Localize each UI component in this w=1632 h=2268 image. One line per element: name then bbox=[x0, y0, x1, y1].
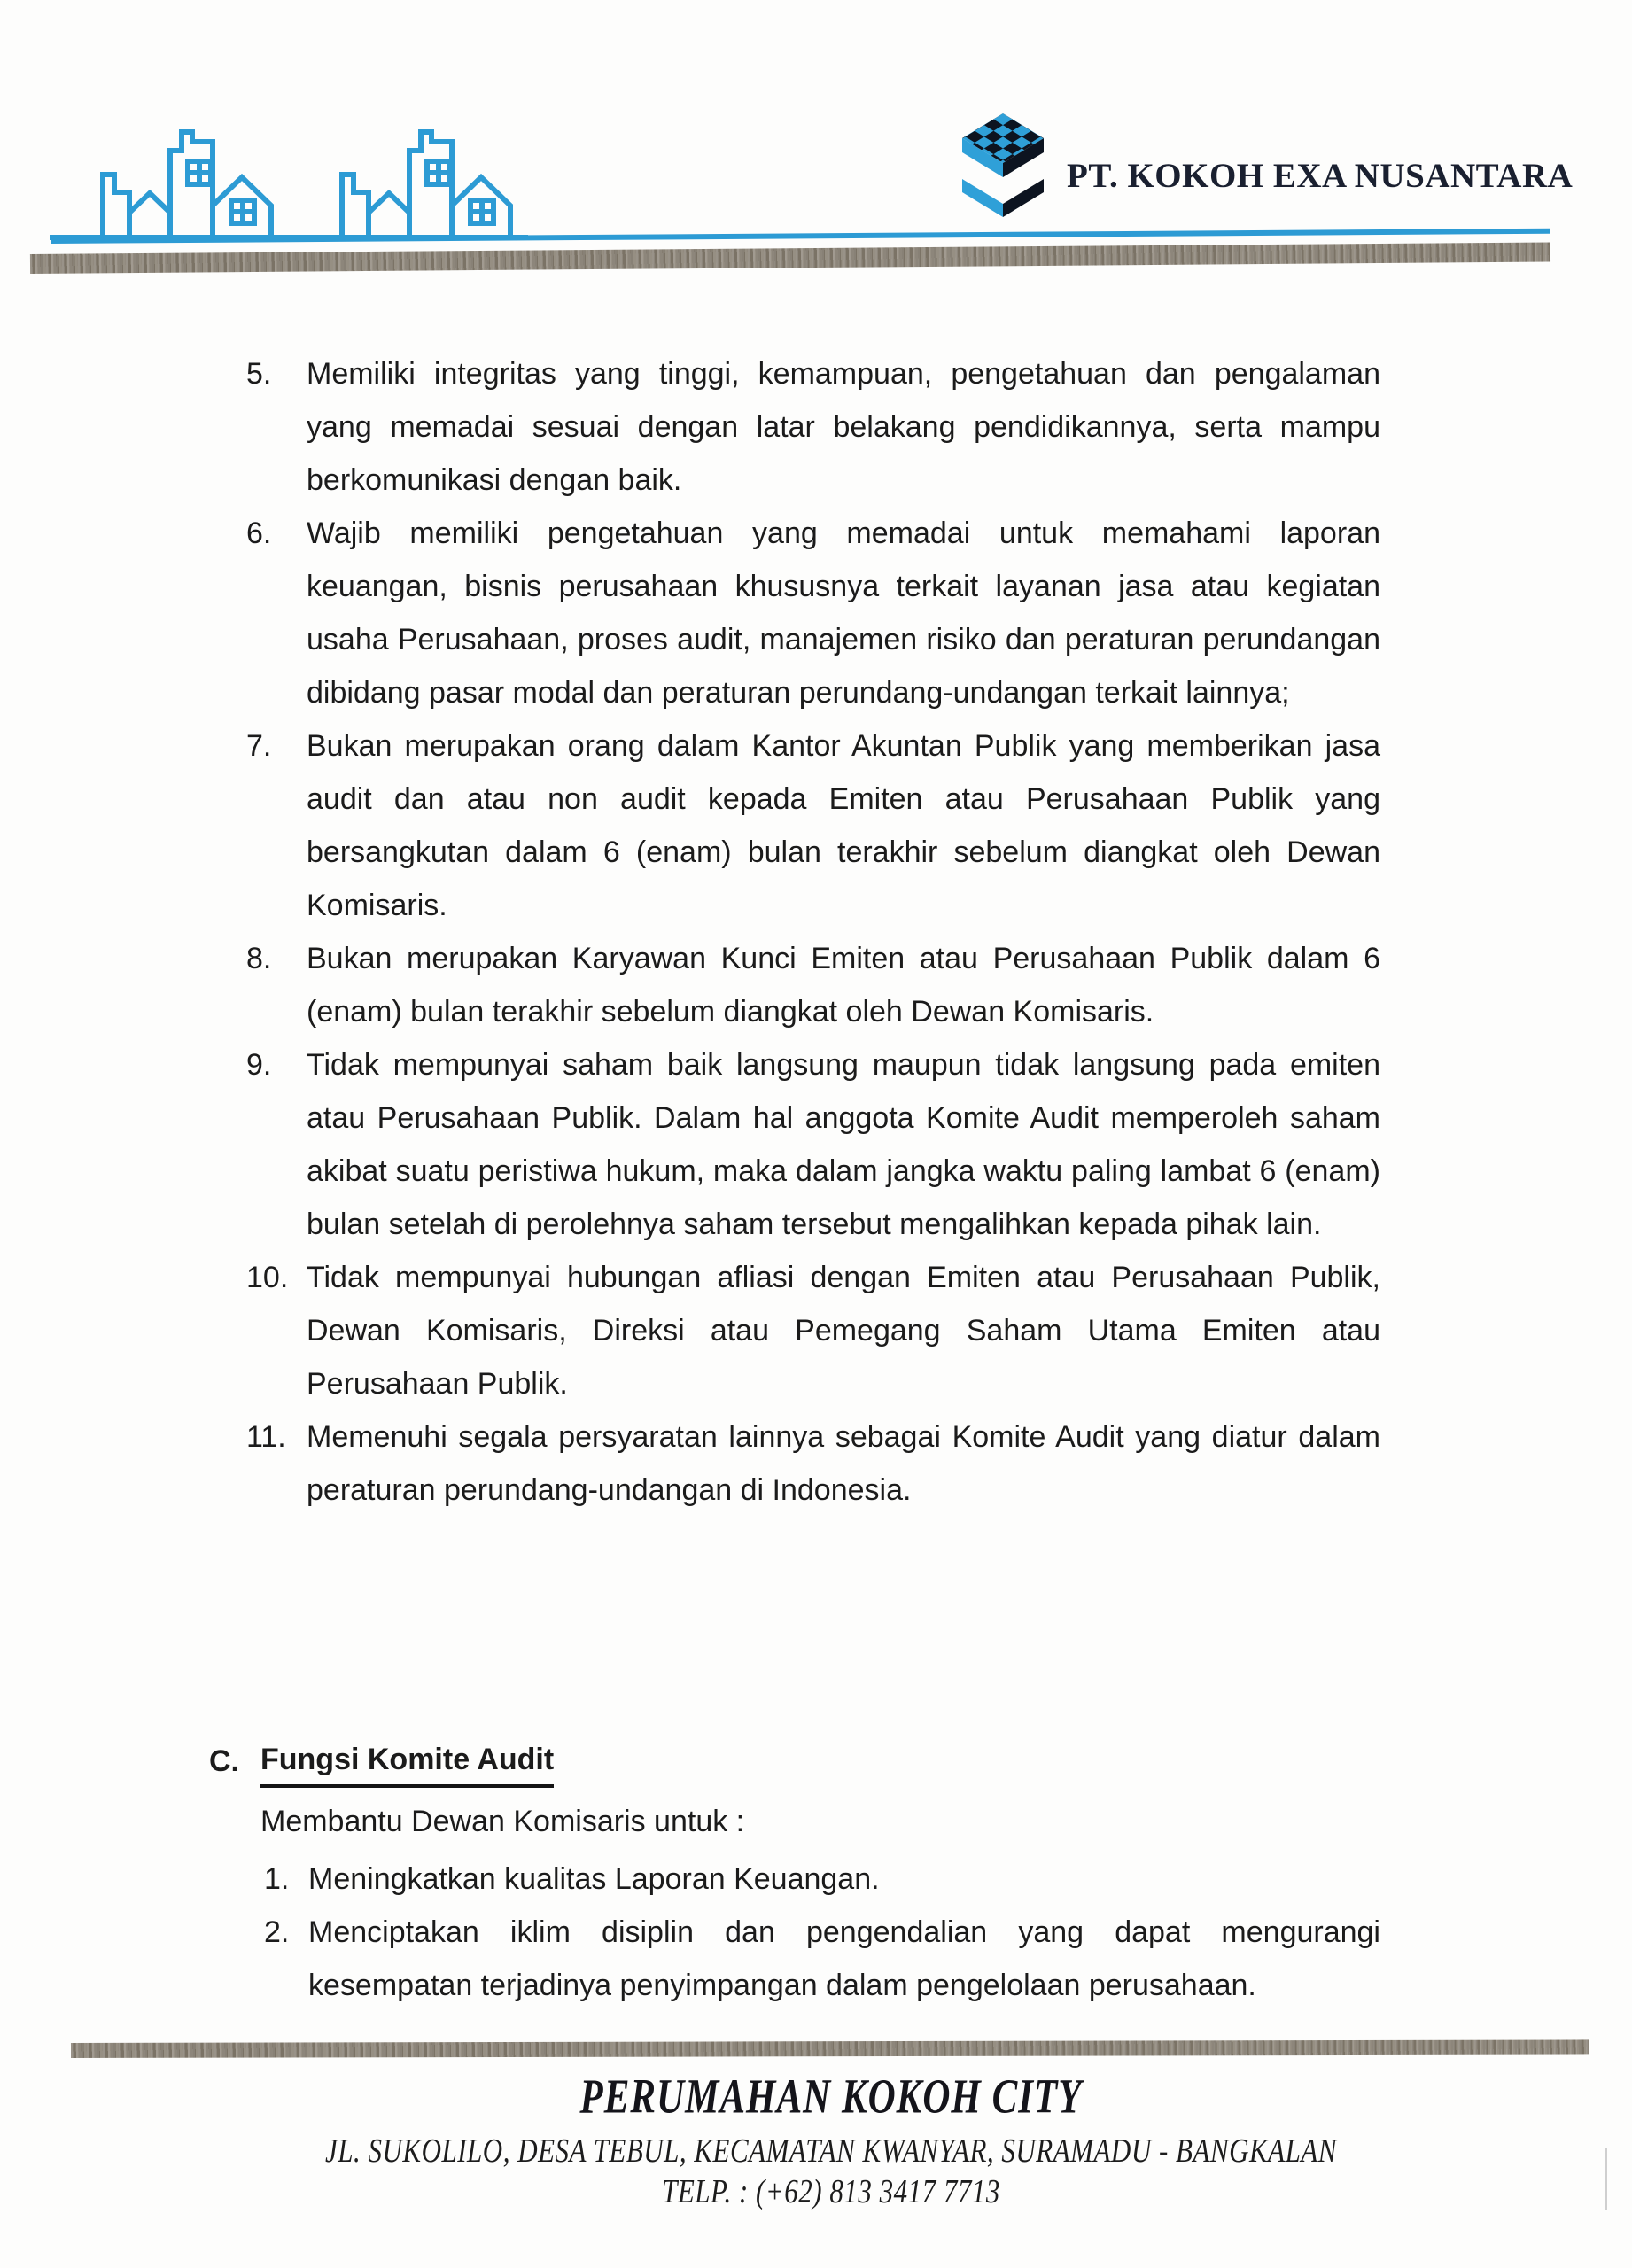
list-item bbox=[246, 507, 1380, 719]
list-item bbox=[246, 932, 1380, 1038]
list-item-number: 5. bbox=[246, 357, 272, 391]
company-logo-icon bbox=[955, 113, 1051, 220]
requirements-list bbox=[246, 347, 1380, 1517]
list-item bbox=[246, 347, 1380, 507]
list-item-text: Memenuhi segala persyaratan lainnya sebagai Komite Audit yang diatur dalam peraturan perundang-undangan di Indonesia. bbox=[307, 1420, 1380, 1507]
list-item-text: Meningkatkan kualitas Laporan Keuangan. bbox=[308, 1862, 880, 1896]
list-item-number: 1. bbox=[264, 1862, 290, 1896]
list-item bbox=[264, 1906, 1380, 2012]
section-sublist bbox=[264, 1852, 1380, 2012]
list-item-number: 6. bbox=[246, 517, 272, 550]
list-item bbox=[246, 719, 1380, 932]
list-item-number: 11. bbox=[246, 1420, 286, 1454]
footer-address: JL. SUKOLILO, DESA TEBUL, KECAMATAN KWANYAR, SURAMADU - BANGKALAN bbox=[325, 2132, 1337, 2170]
list-item-number: 9. bbox=[246, 1048, 272, 1082]
list-item-text: Menciptakan iklim disiplin dan pengendalian yang dapat mengurangi kesempatan terjadinya penyimpangan dalam pengelolaan perusahaan. bbox=[308, 1915, 1380, 2002]
company-name: PT. KOKOH EXA NUSANTARA bbox=[1067, 157, 1574, 195]
section-fungsi-komite-audit bbox=[209, 1735, 1380, 2012]
list-item-text: Wajib memiliki pengetahuan yang memadai untuk memahami laporan keuangan, bisnis perusahaan khususnya terkait layanan jasa atau kegiatan usaha Perusahaan, proses audit, manajemen risiko dan peraturan perundangan dibidang pasar modal dan peraturan perundang-undangan terkait lainnya; bbox=[307, 517, 1380, 710]
footer-title: PERUMAHAN KOKOH CITY bbox=[579, 2070, 1083, 2124]
section-intro: Membantu Dewan Komisaris untuk : bbox=[260, 1805, 745, 1838]
list-item bbox=[246, 1038, 1380, 1251]
list-item-number: 7. bbox=[246, 729, 272, 763]
section-title: Fungsi Komite Audit bbox=[260, 1736, 554, 1788]
list-item-number: 8. bbox=[246, 942, 272, 975]
list-item-text: Bukan merupakan Karyawan Kunci Emiten atau Perusahaan Publik dalam 6 (enam) bulan terakhir sebelum diangkat oleh Dewan Komisaris. bbox=[307, 942, 1380, 1029]
footer-divider-bar bbox=[71, 2039, 1589, 2058]
list-item bbox=[246, 1251, 1380, 1410]
section-heading bbox=[209, 1735, 1380, 1788]
footer-phone: TELP. : (+62) 813 3417 7713 bbox=[662, 2172, 1000, 2210]
list-item-number: 10. bbox=[246, 1261, 289, 1294]
list-item bbox=[264, 1852, 1380, 1906]
list-item-text: Memiliki integritas yang tinggi, kemampuan, pengetahuan dan pengalaman yang memadai sesuai dengan latar belakang pendidikannya, serta mampu berkomunikasi dengan baik. bbox=[307, 357, 1380, 497]
list-item-text: Tidak mempunyai saham baik langsung maupun tidak langsung pada emiten atau Perusahaan Publik. Dalam hal anggota Komite Audit memperoleh saham akibat suatu peristiwa hukum, maka dalam jangka waktu paling lambat 6 (enam) bulan setelah di perolehnya saham tersebut mengalihkan kepada pihak lain. bbox=[307, 1048, 1380, 1241]
list-item-text: Tidak mempunyai hubungan afliasi dengan Emiten atau Perusahaan Publik, Dewan Komisaris, Direksi atau Pemegang Saham Utama Emiten atau Perusahaan Publik. bbox=[307, 1261, 1380, 1401]
houses-skyline-illustration bbox=[50, 108, 528, 243]
list-item bbox=[246, 1410, 1380, 1517]
list-item-text: Bukan merupakan orang dalam Kantor Akuntan Publik yang memberikan jasa audit dan atau non audit kepada Emiten atau Perusahaan Publik yang bersangkutan dalam 6 (enam) bulan terakhir sebelum diangkat oleh Dewan Komisaris. bbox=[307, 729, 1380, 922]
header-divider-bar bbox=[30, 243, 1550, 274]
list-item-number: 2. bbox=[264, 1915, 290, 1949]
section-label: C. bbox=[209, 1744, 239, 1778]
scan-artifact bbox=[1605, 2148, 1607, 2210]
